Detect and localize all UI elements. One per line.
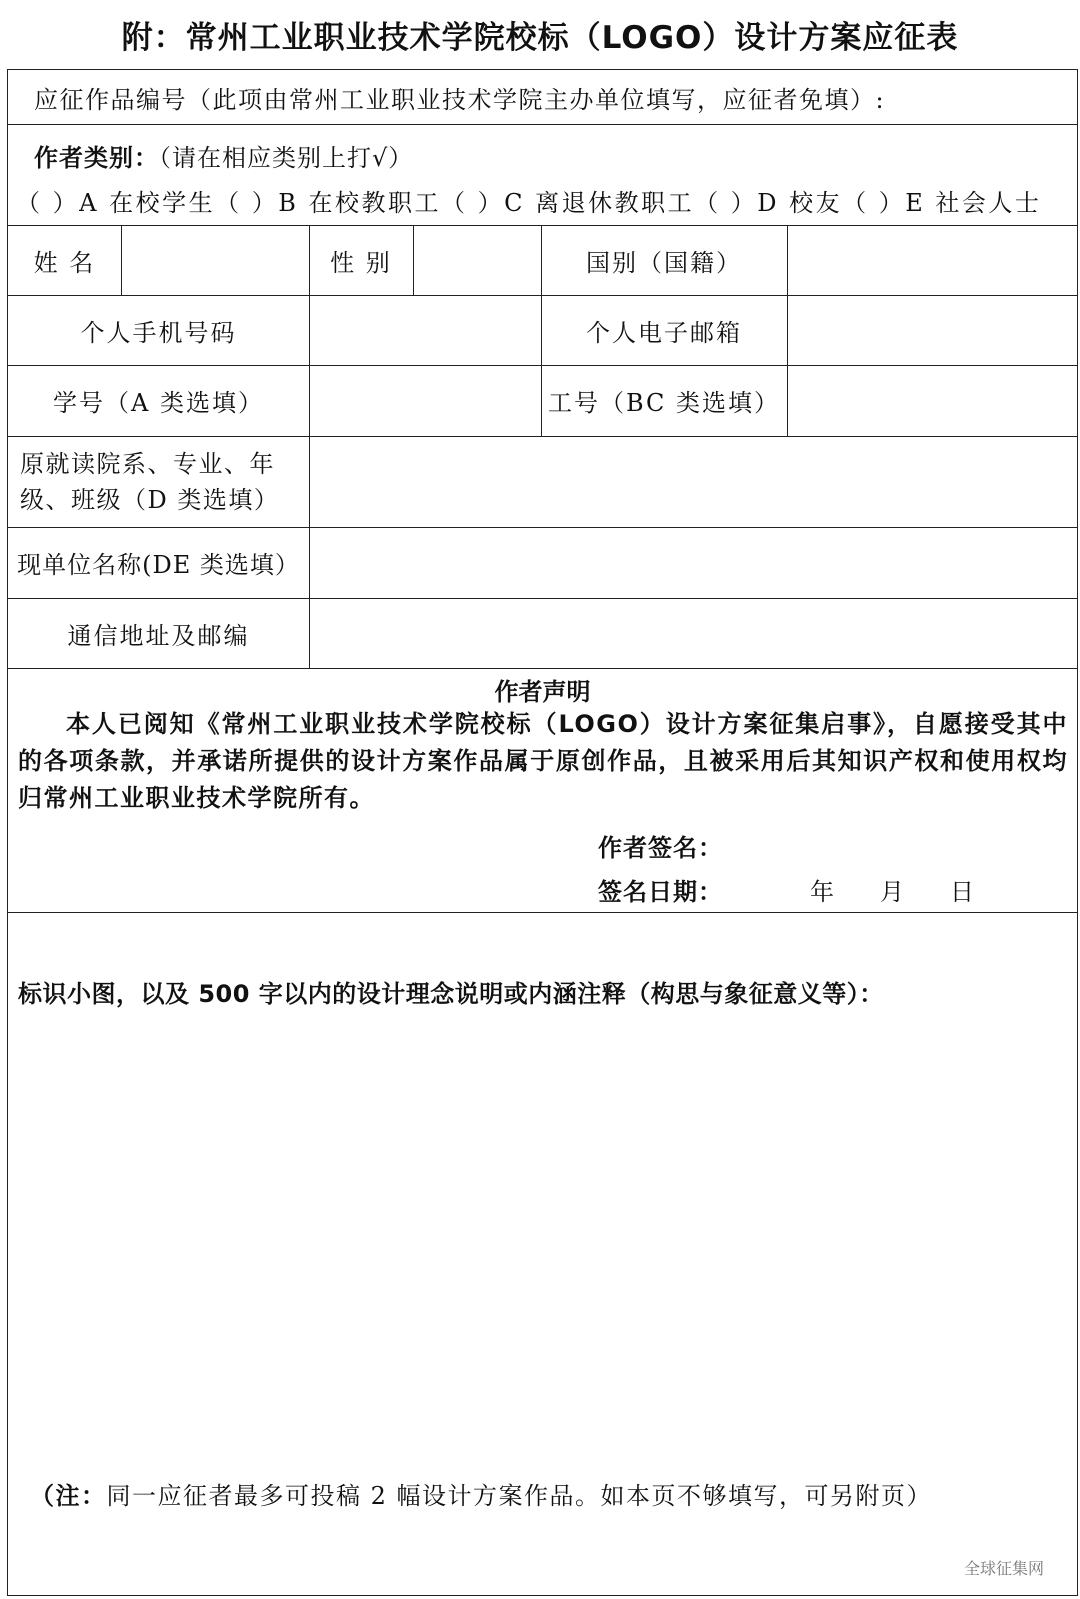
author-category-heading	[34, 138, 413, 173]
author-category-hint: （请在相应类别上打√）	[159, 144, 414, 172]
student-id-field[interactable]	[310, 366, 540, 435]
former-department-line-2: 级、班级（D 类选填）	[20, 485, 280, 514]
student-id-label: 学号（A 类选填）	[53, 389, 264, 417]
mobile-field[interactable]	[310, 296, 540, 364]
former-department-field[interactable]	[310, 437, 1077, 526]
category-option-d[interactable]: （ ）D 校友	[694, 189, 843, 217]
email-field[interactable]	[788, 296, 1077, 364]
category-option-e[interactable]: （ ）E 社会人士	[842, 189, 1042, 217]
row-divider	[8, 668, 1077, 669]
author-category-options	[16, 183, 1041, 218]
design-section-label: 标识小图，以及 500 字以内的设计理念说明或内涵注释（构思与象征意义等）：	[18, 980, 884, 1008]
nationality-field[interactable]	[788, 226, 1077, 294]
entry-number-label: 应征作品编号（此项由常州工业职业技术学院主办单位填写，应征者免填）:	[34, 85, 886, 114]
gender-field[interactable]	[414, 226, 540, 294]
page-title: 附：常州工业职业技术学院校标（LOGO）设计方案应征表	[121, 20, 959, 56]
declaration-body: 本人已阅知《常州工业职业技术学院校标（LOGO）设计方案征集启事》，自愿接受其中的各项条款，并承诺所提供的设计方案作品属于原创作品，且被采用后其知识产权和使用权均归常州工业职业技术学院所有。	[18, 710, 1068, 812]
current-employer-field[interactable]	[310, 528, 1077, 597]
staff-id-label: 工号（BC 类选填）	[547, 389, 781, 417]
name-label: 姓 名	[33, 248, 96, 277]
category-option-a[interactable]: （ ）A 在校学生	[16, 189, 216, 217]
former-department-line-1: 原就读院系、专业、年	[20, 449, 275, 478]
watermark: 全球征集网	[963, 1559, 1044, 1578]
nationality-label: 国别（国籍）	[586, 248, 742, 277]
category-option-b[interactable]: （ ）B 在校教职工	[215, 189, 441, 217]
application-form	[7, 69, 1078, 1596]
mobile-label: 个人手机号码	[80, 318, 237, 347]
name-field[interactable]	[122, 226, 308, 294]
footnote-prefix: （注：	[30, 1482, 107, 1510]
date-year: 年	[810, 878, 835, 906]
entry-number-field[interactable]	[958, 78, 1068, 118]
signature-field[interactable]	[728, 822, 1058, 862]
address-label: 通信地址及邮编	[67, 621, 250, 650]
email-label: 个人电子邮箱	[586, 318, 742, 347]
date-day: 日	[950, 878, 975, 906]
signature-label: 作者签名：	[598, 834, 723, 862]
row-divider	[8, 912, 1077, 913]
category-option-c[interactable]: （ ）C 离退休教职工	[441, 189, 695, 217]
declaration-title: 作者声明	[494, 678, 591, 706]
gender-label: 性 别	[330, 248, 392, 277]
former-department-label	[8, 436, 309, 527]
date-label: 签名日期：	[598, 878, 723, 906]
design-description-area[interactable]	[12, 1020, 1072, 1460]
date-month: 月	[880, 878, 905, 906]
address-field[interactable]	[310, 599, 1077, 667]
footnote	[30, 1476, 932, 1511]
footnote-text: 同一应征者最多可投稿 2 幅设计方案作品。如本页不够填写，可另附页）	[106, 1482, 933, 1510]
row-divider	[8, 124, 1077, 125]
author-category-label: 作者类别：	[34, 144, 159, 172]
current-employer-label: 现单位名称(DE 类选填）	[17, 551, 300, 579]
staff-id-field[interactable]	[788, 366, 1077, 435]
